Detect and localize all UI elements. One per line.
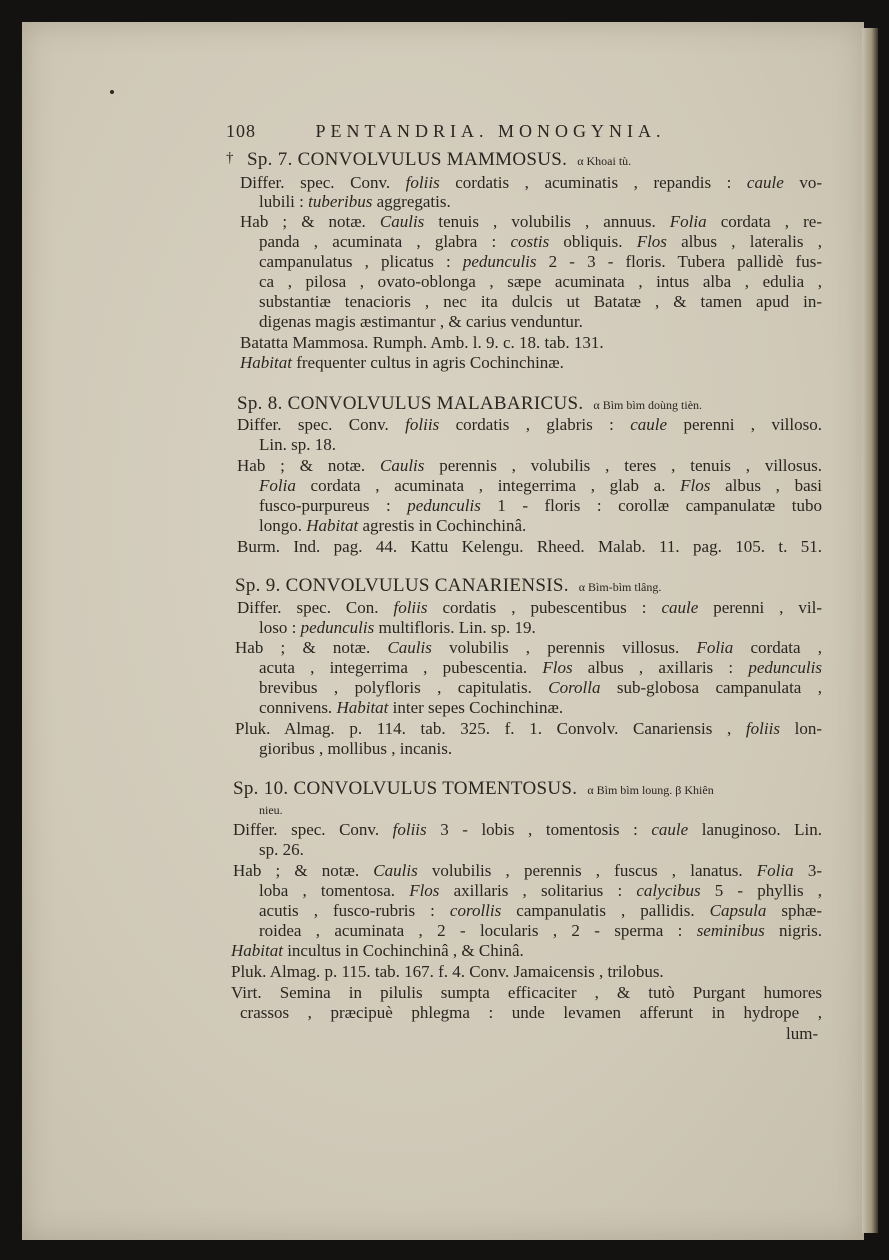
text-line: fusco-purpureus : pedunculis 1 - floris : corollæ campanulatæ tubo: [259, 496, 822, 515]
text-line: Habitat incultus in Cochinchinâ , & Chinâ.: [231, 941, 524, 960]
text-line: Differ. spec. Conv. foliis 3 - lobis , tomentosis : caule lanuginoso. Lin.: [233, 820, 822, 839]
text-line: Virt. Semina in pilulis sumpta efficaciter , & tutò Purgant humores: [231, 983, 822, 1002]
header-title: PENTANDRIA. MONOGYNIA.: [315, 121, 666, 141]
text-line: Folia cordata , acuminata , integerrima , glab a. Flos albus , basi: [259, 476, 822, 495]
vernacular-name: α Bìm bìm doùng tièn.: [593, 398, 703, 412]
margin-mark: †: [226, 150, 234, 166]
text-line: longo. Habitat agrestis in Cochinchinâ.: [259, 516, 527, 535]
running-header: [226, 121, 746, 141]
text-line: campanulatus , plicatus : pedunculis 2 - 3 - floris. Tubera pallidè fus-: [259, 252, 822, 271]
text-line: Hab ; & notæ. Caulis volubilis , perennis , fuscus , lanatus. Folia 3-: [233, 861, 822, 880]
text-line: Batatta Mammosa. Rumph. Amb. l. 9. c. 18. tab. 131.: [240, 333, 604, 352]
text-line: nieu.: [259, 803, 283, 817]
text-line: panda , acuminata , glabra : costis obliquis. Flos albus , lateralis ,: [259, 232, 822, 251]
vernacular-name: α Khoai tù.: [577, 154, 632, 168]
text-line: roidea , acuminata , 2 - locularis , 2 - sperma : seminibus nigris.: [259, 921, 822, 940]
text-line: loso : pedunculis multifloris. Lin. sp. 19.: [259, 618, 536, 637]
text-line: acutis , fusco-rubris : corollis campanulatis , pallidis. Capsula sphæ-: [259, 901, 822, 920]
text-line: Habitat frequenter cultus in agris Cochinchinæ.: [240, 353, 564, 372]
text-line: Differ. spec. Conv. foliis cordatis , acuminatis , repandis : caule vo-: [240, 173, 822, 192]
text-line: crassos , præcipuè phlegma : unde levamen afferunt in hydrope ,: [240, 1003, 822, 1022]
species-heading: Sp. 8. CONVOLVULUS MALABARICUS. α Bìm bìm doùng tièn.: [237, 393, 703, 414]
text-line: Differ. spec. Con. foliis cordatis , pubescentibus : caule perenni , vil-: [237, 598, 822, 617]
vernacular-name: α Bìm-bìm tlâng.: [578, 580, 662, 594]
vernacular-name: α Bìm bìm loung. β Khiên: [587, 783, 714, 797]
species-heading: Sp. 10. CONVOLVULUS TOMENTOSUS. α Bìm bìm loung. β Khiên: [233, 778, 714, 799]
text-line: Pluk. Almag. p. 114. tab. 325. f. 1. Convolv. Canariensis , foliis lon-: [235, 719, 822, 738]
text-line: Hab ; & notæ. Caulis perennis , volubilis , teres , tenuis , villosus.: [237, 456, 822, 475]
text-line: lubili : tuberibus aggregatis.: [259, 192, 451, 211]
page-number: 108: [226, 121, 256, 141]
text-line: ca , pilosa , ovato-oblonga , sæpe acuminata , intus alba , edulia ,: [259, 272, 822, 291]
species-heading: Sp. 9. CONVOLVULUS CANARIENSIS. α Bìm-bìm tlâng.: [235, 575, 662, 596]
text-line: brevibus , polyfloris , capitulatis. Corolla sub-globosa campanulata ,: [259, 678, 822, 697]
text-line: Lin. sp. 18.: [259, 435, 336, 454]
text-line: gioribus , mollibus , incanis.: [259, 739, 453, 758]
text-line: digenas magis æstimantur , & carius venduntur.: [259, 312, 583, 331]
text-line: Pluk. Almag. p. 115. tab. 167. f. 4. Conv. Jamaicensis , trilobus.: [231, 962, 664, 981]
text-line: Hab ; & notæ. Caulis volubilis , perennis villosus. Folia cordata ,: [235, 638, 822, 657]
text-line: Hab ; & notæ. Caulis tenuis , volubilis , annuus. Folia cordata , re-: [240, 212, 822, 231]
text-line: sp. 26.: [259, 840, 304, 859]
text-line: Differ. spec. Conv. foliis cordatis , glabris : caule perenni , villoso.: [237, 415, 822, 434]
species-heading: Sp. 7. CONVOLVULUS MAMMOSUS. α Khoai tù.: [247, 149, 632, 170]
text-line: connivens. Habitat inter sepes Cochinchinæ.: [259, 698, 564, 717]
text-line: loba , tomentosa. Flos axillaris , solitarius : calycibus 5 - phyllis ,: [259, 881, 822, 900]
text-line: Burm. Ind. pag. 44. Kattu Kelengu. Rheed. Malab. 11. pag. 105. t. 51.: [237, 537, 822, 556]
text-line: substantiæ tenacioris , nec ita dulcis ut Batatæ , & tamen apud in-: [259, 292, 822, 311]
text-line: acuta , integerrima , pubescentia. Flos albus , axillaris : pedunculis: [259, 658, 822, 677]
text-line: lum-: [786, 1024, 819, 1043]
